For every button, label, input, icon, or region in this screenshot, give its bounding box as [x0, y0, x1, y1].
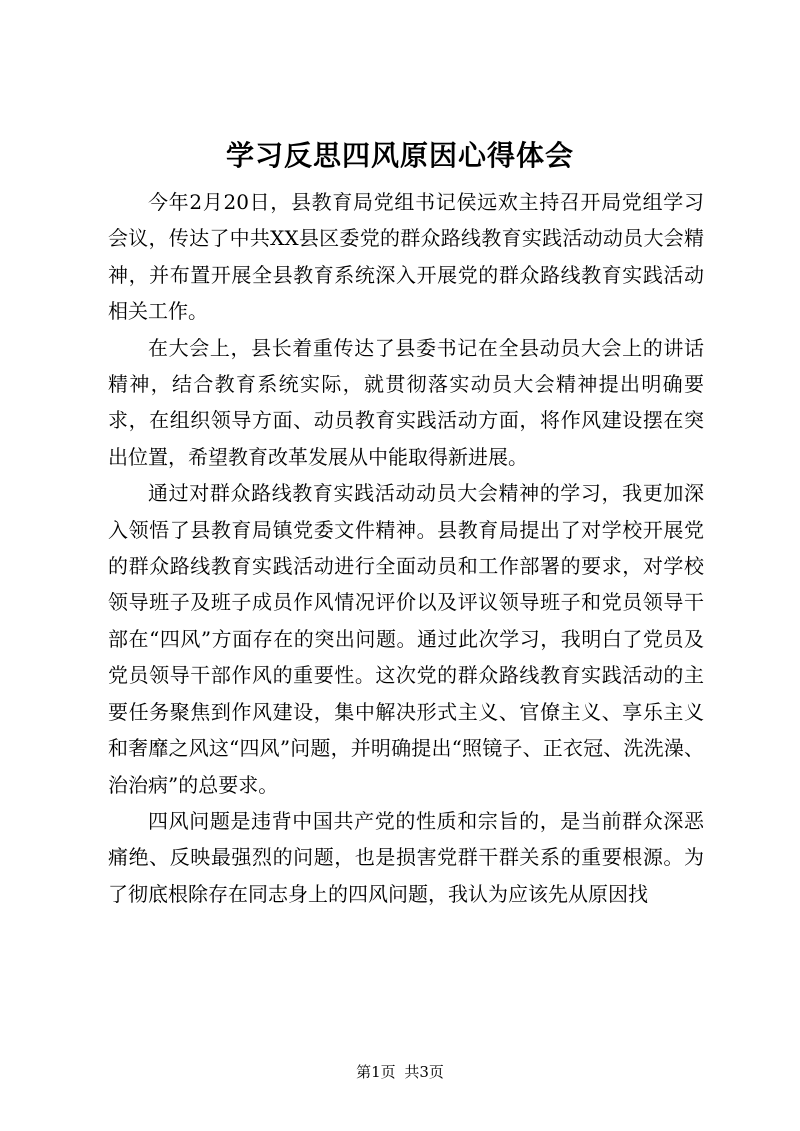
- paragraph-3: 通过对群众路线教育实践活动动员大会精神的学习，我更加深入领悟了县教育局镇党委文件精神。县教育局提出了对学校开展党的群众路线教育实践活动进行全面动员和工作部署的要求，对学校领导班子及班子成员作风情况评价以及评议领导班子和党员领导干部在“四风”方面存在的突出问题。通过此次学习，我明白了党员及党员领导干部作风的重要性。这次党的群众路线教育实践活动的主要任务聚焦到作风建设，集中解决形式主义、官僚主义、享乐主义和奢靡之风这“四风”问题，并明确提出“照镜子、正衣冠、洗洗澡、治治病”的总要求。: [108, 481, 704, 797]
- page-number: 第1页: [356, 1063, 396, 1081]
- paragraph-2: 在大会上，县长着重传达了县委书记在全县动员大会上的讲话精神，结合教育系统实际，就贯彻落实动员大会精神提出明确要求，在组织领导方面、动员教育实践活动方面，将作风建设摆在突出位置，希望教育改革发展从中能取得新进展。: [108, 335, 704, 469]
- paragraph-4: 四风问题是违背中国共产党的性质和宗旨的，是当前群众深恶痛绝、反映最强烈的问题，也是损害党群干群关系的重要根源。为了彻底根除存在同志身上的四风问题，我认为应该先从原因找: [108, 808, 704, 906]
- page-total: 共3页: [404, 1063, 444, 1081]
- document-title: 学习反思四风原因心得体会: [225, 139, 574, 172]
- page-footer: [0, 1062, 800, 1082]
- paragraph-1: 今年2月20日，县教育局党组书记侯远欢主持召开局党组学习会议，传达了中共XX县区委党的群众路线教育实践活动动员大会精神，并布置开展全县教育系统深入开展党的群众路线教育实践活动相关工作。: [108, 190, 704, 324]
- document-body: [108, 184, 704, 912]
